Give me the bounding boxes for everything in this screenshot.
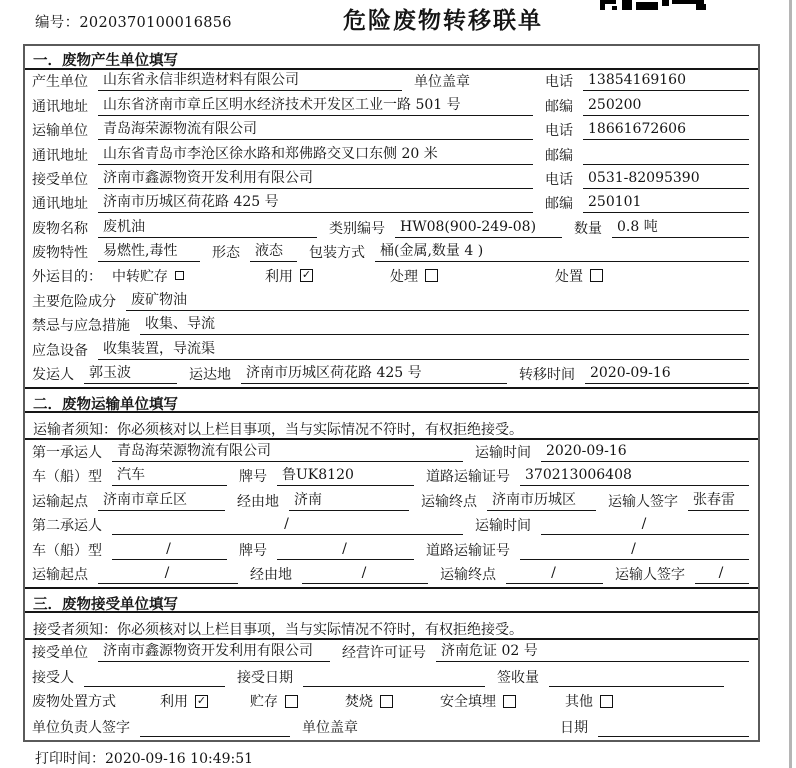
field-label: 邮编: [545, 147, 573, 164]
field-blank: [140, 718, 290, 737]
check-option: [160, 691, 250, 711]
field-label: 运输终点: [440, 567, 496, 584]
field-value: HW08(900-249-08): [395, 219, 562, 238]
field-value: /: [541, 516, 749, 535]
form-field: [545, 71, 751, 91]
checkbox-unchecked-icon: [503, 695, 516, 708]
form-field: [32, 69, 414, 91]
field-blank: [303, 668, 485, 687]
form-field: [309, 240, 751, 262]
field-label: 车（船）型: [32, 542, 102, 559]
form-field: [239, 540, 426, 560]
form-field: [32, 143, 545, 165]
form-row: [25, 216, 758, 240]
field-label: 运输起点: [32, 567, 88, 584]
field-value: 2020-09-16: [585, 365, 749, 384]
print-time-label: 打印时间：: [35, 751, 105, 767]
checkbox-label: 处置: [555, 268, 583, 285]
form-row: [25, 715, 758, 740]
field-label: 车（船）型: [32, 469, 102, 486]
field-value: 370213006408: [520, 467, 749, 486]
form-field: [189, 362, 519, 384]
form-field: [32, 338, 751, 360]
field-label: 运输人签字: [608, 493, 678, 510]
field-value: /: [112, 541, 227, 560]
section-header: 一．废物产生单位填写: [25, 46, 758, 70]
section-header: 二．废物运输单位填写: [25, 387, 758, 413]
form-field: [475, 442, 751, 462]
form-field: [440, 564, 615, 584]
field-blank: [549, 668, 724, 687]
field-value: 济南市鑫源物资开发利用有限公司: [98, 640, 330, 662]
field-value: /: [302, 565, 428, 584]
form-row: [25, 538, 758, 563]
field-value: 收集装置，导流渠: [98, 338, 749, 360]
form-field: [32, 489, 237, 511]
form-field: [32, 118, 545, 140]
field-label: 邮编: [545, 98, 573, 115]
field-label: 邮编: [545, 196, 573, 213]
field-value: /: [506, 565, 603, 584]
form-field: [32, 167, 545, 189]
checkbox-checked-icon: ✓: [196, 693, 207, 707]
checkbox-label: 贮存: [250, 694, 278, 711]
checkbox-label: 利用: [265, 268, 293, 285]
field-label: 第一承运人: [32, 444, 102, 461]
form-row: [25, 168, 758, 192]
form-field: [302, 717, 560, 737]
field-value: 济南市历城区荷花路 425 号: [241, 362, 507, 384]
form-field: [519, 364, 751, 384]
form-field: [32, 640, 342, 662]
form-row: [25, 640, 758, 665]
form-field: [545, 120, 751, 140]
form-row: [25, 563, 758, 588]
field-value: 易燃性,毒性: [98, 240, 200, 262]
form-row: [25, 363, 758, 387]
form-field: [32, 216, 329, 238]
field-value: 废机油: [98, 216, 317, 238]
field-value: 鲁UK8120: [277, 464, 414, 486]
form-field: [32, 94, 545, 116]
field-blank: [84, 668, 225, 687]
checkbox-label: 利用: [160, 694, 188, 711]
field-label: 运输起点: [32, 493, 88, 510]
field-label: 单位盖章: [414, 74, 470, 91]
field-label: 废物特性: [32, 245, 88, 262]
field-label: 运输单位: [32, 123, 88, 140]
checkbox-label: 中转贮存: [112, 268, 168, 285]
form-field: [32, 540, 239, 560]
field-label: 禁忌与应急措施: [32, 318, 130, 335]
checkbox-label: 安全填埋: [440, 694, 496, 711]
field-label: 类别编号: [329, 220, 385, 237]
form-field: [212, 240, 309, 262]
field-label: 外运目的：: [32, 268, 102, 285]
field-label: 第二承运人: [32, 518, 102, 535]
form-field: [560, 717, 751, 737]
form-row: [25, 143, 758, 167]
field-value: 济南市历城区: [487, 489, 596, 511]
field-value: 济南市章丘区: [98, 489, 225, 511]
form-field: [237, 489, 421, 511]
field-value: 张春雷: [688, 489, 749, 511]
serial-label: 编号：: [35, 15, 80, 31]
field-label: 废物处置方式: [32, 694, 116, 711]
checkbox-unchecked-icon: [175, 271, 184, 280]
page-title: 危险废物转移联单: [343, 7, 543, 34]
field-value: 济南市历城区荷花路 425 号: [98, 191, 533, 213]
form-row: [25, 265, 758, 289]
field-value: 废矿物油: [126, 289, 749, 311]
field-value: /: [277, 541, 414, 560]
checkbox-unchecked-icon: [425, 269, 438, 282]
checkbox-unchecked-icon: [590, 269, 603, 282]
field-value: 青岛海荣源物流有限公司: [98, 118, 533, 140]
checkbox-label: 其他: [565, 694, 593, 711]
form-field: [545, 169, 751, 189]
field-label: 经由地: [237, 493, 279, 510]
form-field: [414, 71, 545, 91]
field-label: 单位负责人签字: [32, 720, 130, 737]
form-row: [25, 489, 758, 514]
field-value: 0.8 吨: [612, 216, 749, 238]
field-label: 数量: [574, 220, 602, 237]
check-option: [565, 691, 613, 711]
form-row: [25, 70, 758, 94]
field-label: 运达地: [189, 367, 231, 384]
check-option: [345, 691, 440, 711]
field-value: 汽车: [112, 464, 227, 486]
form-row: [25, 338, 758, 362]
field-label: 发运人: [32, 367, 74, 384]
field-label: 经营许可证号: [342, 645, 426, 662]
serial-number: [35, 11, 232, 32]
field-label: 产生单位: [32, 74, 88, 91]
form-row: [25, 440, 758, 465]
form-field: [32, 313, 751, 335]
field-value: 济南: [289, 489, 409, 511]
form-field: [497, 667, 726, 687]
field-label: 通讯地址: [32, 98, 88, 115]
check-option: [440, 691, 565, 711]
field-value: 郭玉波: [84, 362, 177, 384]
form-row: [25, 241, 758, 265]
field-value: /: [112, 516, 463, 535]
manifest-form: [23, 44, 760, 742]
form-field: [250, 564, 440, 584]
field-value: 济南危证 02 号: [436, 640, 749, 662]
form-field: [545, 193, 751, 213]
page-edge-line: [789, 0, 792, 768]
check-option: [250, 691, 345, 711]
field-value: 济南市鑫源物资开发利用有限公司: [98, 167, 533, 189]
field-value: 250200: [583, 97, 749, 116]
form-field: [608, 489, 751, 511]
form-row: [25, 665, 758, 690]
form-row: [25, 290, 758, 314]
print-time: [35, 748, 253, 768]
field-label: 包装方式: [309, 245, 365, 262]
field-label: 签收量: [497, 670, 539, 687]
form-field: [32, 191, 545, 213]
form-field: [237, 667, 497, 687]
form-field: [32, 240, 212, 262]
check-option: [390, 266, 555, 286]
check-option: [265, 266, 390, 286]
field-label: 单位盖章: [302, 720, 358, 737]
field-label: 通讯地址: [32, 196, 88, 213]
section-notice: 运输者须知：你必须核对以上栏目事项，当与实际情况不符时，有权拒绝接受。: [25, 413, 758, 440]
field-value: 250101: [583, 194, 749, 213]
checkbox-checked-icon: ✓: [301, 268, 312, 282]
checkbox-unchecked-icon: [285, 695, 298, 708]
field-label: 接受单位: [32, 171, 88, 188]
checkbox-unchecked-icon: [380, 695, 393, 708]
field-blank: [598, 718, 749, 737]
form-field: [545, 145, 751, 165]
form-field: [32, 440, 475, 462]
check-option: [555, 266, 603, 286]
serial-value: 2020370100016856: [79, 15, 232, 31]
field-value: 收集、导流: [140, 313, 749, 335]
field-value: 桶(金属,数量 4 ): [375, 240, 749, 262]
field-label: 主要危险成分: [32, 293, 116, 310]
field-label: 牌号: [239, 469, 267, 486]
field-label: 运输人签字: [615, 567, 685, 584]
form-field: [32, 667, 237, 687]
form-field: [342, 640, 751, 662]
field-label: 转移时间: [519, 367, 575, 384]
field-label: 运输时间: [475, 444, 531, 461]
field-label: 电话: [545, 123, 573, 140]
form-row: [25, 690, 758, 715]
field-value: /: [695, 565, 749, 584]
field-label: 接受单位: [32, 645, 88, 662]
field-label: 电话: [545, 171, 573, 188]
field-value: 山东省济南市章丘区明水经济技术开发区工业一路 501 号: [98, 94, 533, 116]
field-value: 18661672606: [583, 121, 749, 140]
form-field: [239, 464, 426, 486]
field-value: 0531-82095390: [583, 170, 749, 189]
document-header: [0, 0, 796, 44]
field-value: /: [520, 541, 749, 560]
qr-code-fragment: [600, 0, 712, 11]
section-header: 三．废物接受单位填写: [25, 587, 758, 613]
field-value: 山东省永信非织造材料有限公司: [98, 69, 402, 91]
form-field: [329, 218, 574, 238]
field-label: 道路运输证号: [426, 469, 510, 486]
form-field: [32, 464, 239, 486]
form-row: [25, 119, 758, 143]
field-value: 13854169160: [583, 72, 749, 91]
field-label: 形态: [212, 245, 240, 262]
form-field: [421, 489, 608, 511]
form-field: [426, 466, 751, 486]
check-option: [112, 266, 265, 286]
field-label: 日期: [560, 720, 588, 737]
section-notice: 接受者须知：你必须核对以上栏目事项，当与实际情况不符时，有权拒绝接受。: [25, 613, 758, 640]
field-label: 废物名称: [32, 220, 88, 237]
form-field: [545, 96, 751, 116]
form-row: [25, 94, 758, 118]
field-label: 道路运输证号: [426, 542, 510, 559]
form-field: [32, 289, 751, 311]
field-value: 山东省青岛市李沧区徐水路和郑佛路交叉口东侧 20 米: [98, 143, 533, 165]
field-label: 接受人: [32, 670, 74, 687]
field-label: 运输时间: [475, 518, 531, 535]
field-label: 电话: [545, 74, 573, 91]
checkbox-unchecked-icon: [600, 695, 613, 708]
form-field: [426, 540, 751, 560]
form-row: [25, 192, 758, 216]
field-label: 运输终点: [421, 493, 477, 510]
form-field: [32, 515, 475, 535]
field-label: 通讯地址: [32, 147, 88, 164]
form-section: [25, 587, 758, 740]
print-time-value: 2020-09-16 10:49:51: [105, 751, 254, 767]
field-label: 接受日期: [237, 670, 293, 687]
form-field: [615, 564, 751, 584]
form-field: [32, 362, 189, 384]
field-value: 2020-09-16: [541, 443, 749, 462]
field-value: 液态: [250, 240, 297, 262]
form-section: [25, 46, 758, 387]
form-field: [475, 515, 751, 535]
form-field: [32, 564, 250, 584]
field-label: 经由地: [250, 567, 292, 584]
form-field: [574, 216, 751, 238]
form-row: [25, 314, 758, 338]
field-value: /: [98, 565, 238, 584]
field-label: 应急设备: [32, 342, 88, 359]
form-section: [25, 387, 758, 587]
checkbox-label: 焚烧: [345, 694, 373, 711]
field-value: 青岛海荣源物流有限公司: [112, 440, 463, 462]
form-field: [32, 717, 302, 737]
field-label: 牌号: [239, 542, 267, 559]
form-row: [25, 465, 758, 490]
checkbox-label: 处理: [390, 268, 418, 285]
form-row: [25, 514, 758, 539]
field-blank: [583, 146, 749, 165]
